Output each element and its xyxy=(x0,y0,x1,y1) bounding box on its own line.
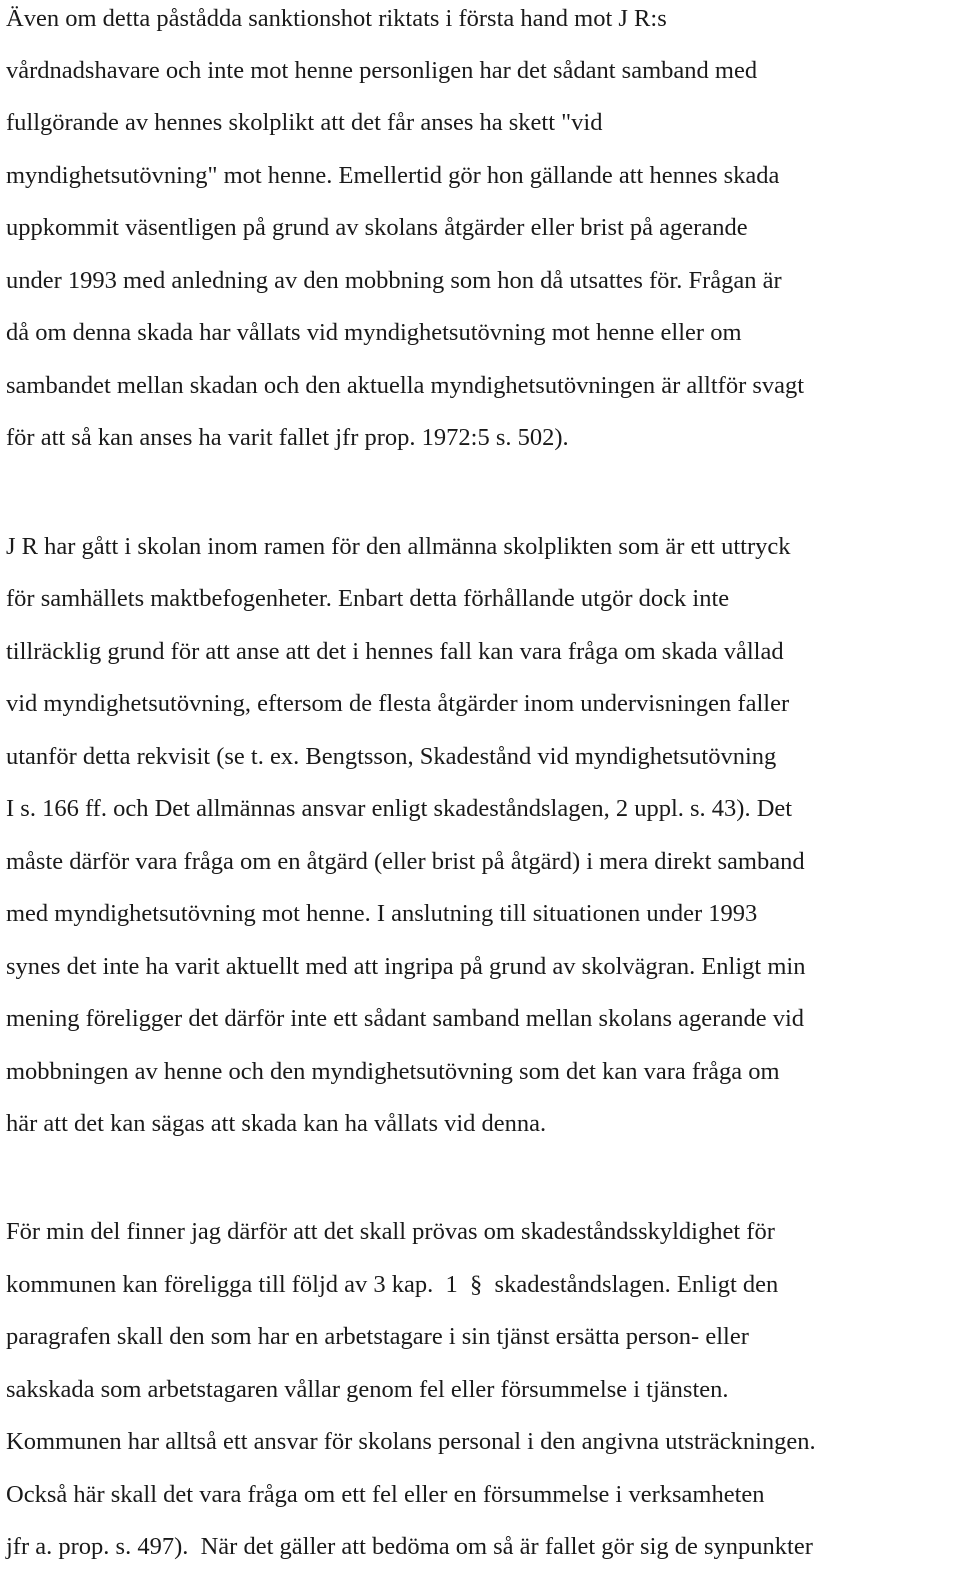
paragraph-line: här att det kan sägas att skada kan ha vållats vid denna. xyxy=(6,1110,547,1137)
paragraph-line: då om denna skada har vållats vid myndighetsutövning mot henne eller om xyxy=(6,319,742,346)
paragraph-line: måste därför vara fråga om en åtgärd (eller brist på åtgärd) i mera direkt samband xyxy=(6,848,805,875)
paragraph-line: tillräcklig grund för att anse att det i hennes fall kan vara fråga om skada vållad xyxy=(6,638,784,665)
paragraph-line: mobbningen av henne och den myndighetsutövning som det kan vara fråga om xyxy=(6,1058,780,1085)
paragraph-line: myndighetsutövning" mot henne. Emellertid gör hon gällande att hennes skada xyxy=(6,162,780,189)
paragraph-line: utanför detta rekvisit (se t. ex. Bengtsson, Skadestånd vid myndighetsutövning xyxy=(6,743,777,770)
paragraph-line: för samhällets maktbefogenheter. Enbart detta förhållande utgör dock inte xyxy=(6,585,730,612)
paragraph-line: Kommunen har alltså ett ansvar för skolans personal i den angivna utsträckningen. xyxy=(6,1428,816,1455)
paragraph-line: J R har gått i skolan inom ramen för den allmänna skolplikten som är ett uttryck xyxy=(6,533,791,560)
paragraph-line: med myndighetsutövning mot henne. I anslutning till situationen under 1993 xyxy=(6,900,758,927)
paragraph-line: jfr a. prop. s. 497). När det gäller att bedöma om så är fallet gör sig de synpunkter xyxy=(6,1533,813,1560)
paragraph-line: synes det inte ha varit aktuellt med att ingripa på grund av skolvägran. Enligt min xyxy=(6,953,806,980)
paragraph-line: fullgörande av hennes skolplikt att det får anses ha skett "vid xyxy=(6,109,603,136)
paragraph-line: Även om detta påstådda sanktionshot riktats i första hand mot J R:s xyxy=(6,5,667,32)
paragraph-line: Också här skall det vara fråga om ett fel eller en försummelse i verksamheten xyxy=(6,1481,765,1508)
paragraph-line: I s. 166 ff. och Det allmännas ansvar enligt skadeståndslagen, 2 uppl. s. 43). Det xyxy=(6,795,793,822)
paragraph-line: för att så kan anses ha varit fallet jfr prop. 1972:5 s. 502). xyxy=(6,424,569,451)
paragraph-line: under 1993 med anledning av den mobbning som hon då utsattes för. Frågan är xyxy=(6,267,782,294)
paragraph-line: uppkommit väsentligen på grund av skolans åtgärder eller brist på agerande xyxy=(6,214,748,241)
paragraph-line: sambandet mellan skadan och den aktuella myndighetsutövningen är alltför svagt xyxy=(6,372,805,399)
paragraph-line: paragrafen skall den som har en arbetstagare i sin tjänst ersätta person- eller xyxy=(6,1323,749,1350)
paragraph-line: mening föreligger det därför inte ett sådant samband mellan skolans agerande vid xyxy=(6,1005,805,1032)
paragraph-line: sakskada som arbetstagaren vållar genom fel eller försummelse i tjänsten. xyxy=(6,1376,729,1403)
paragraph-line: För min del finner jag därför att det skall prövas om skadeståndsskyldighet för xyxy=(6,1218,775,1245)
paragraph-line: kommunen kan föreligga till följd av 3 kap. 1 § skadeståndslagen. Enligt den xyxy=(6,1271,779,1298)
paragraph-line: vid myndighetsutövning, eftersom de flesta åtgärder inom undervisningen faller xyxy=(6,690,790,717)
paragraph-line: vårdnadshavare och inte mot henne personligen har det sådant samband med xyxy=(6,57,758,84)
